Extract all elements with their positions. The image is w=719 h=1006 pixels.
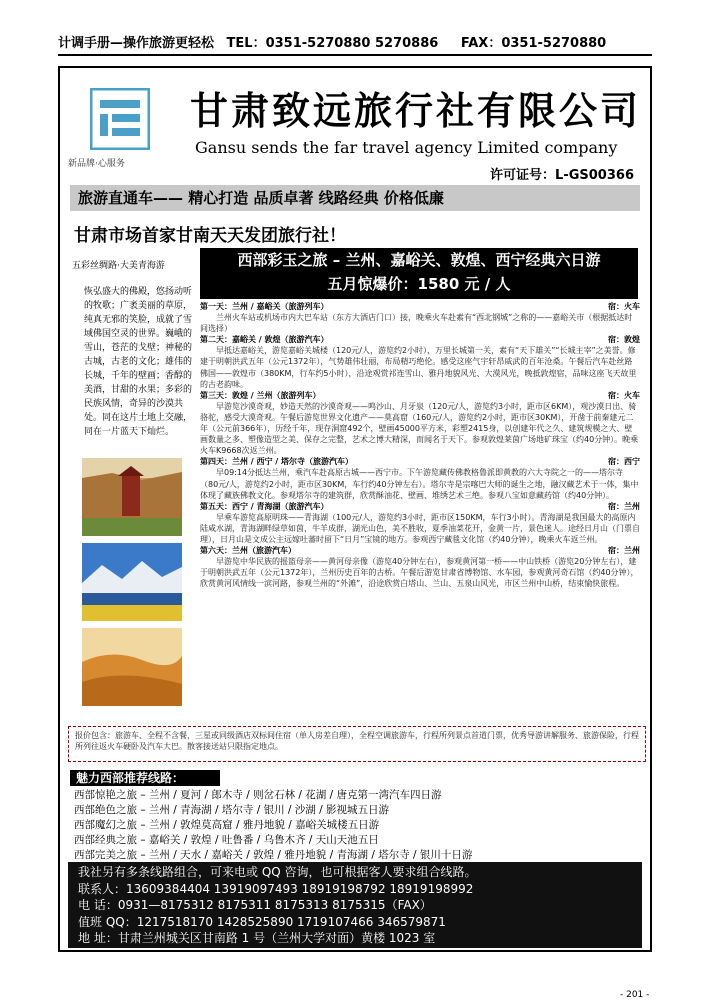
day-body: 早游览中华民族的摇篮母亲——黄河母亲像（游览40分钟左右），参观黄河第一桥——中山铁桥（游览20分钟左右），建于明朝洪武五年（公元1372年），兰州历史百年的古桥。午餐后游览甘肃省博物馆、水车园，参观黄河奇石馆（约40分钟），欣赏黄河风情线一滨河路，参观兰州的“外滩”，沿途欣赏白塔山、兰山、五泉山风光，市区兰州中山桥，结束愉快旅程。	[200, 557, 639, 589]
qinghai-lake-photo	[82, 543, 182, 621]
recommend-line: 西部绝色之旅 – 兰州 / 青海湖 / 塔尔寺 / 银川 / 沙湖 / 影视城五日游	[74, 804, 389, 816]
day-stay: 宿：兰州	[608, 501, 640, 511]
company-name-cn: 甘肃致远旅行社有限公司	[190, 88, 642, 133]
slogan-bar: 旅游直通车—— 精心打造 品质卓著 线路经典 价格低廉	[70, 185, 640, 211]
price-notice: 报价包含：旅游车、全程不含餐，三星或同级酒店双标间住宿（单人房差自理），全程空调旅游车，行程所列景点首道门票，优秀导游讲解服务、旅游保险，行程所列往返火车硬卧及汽车大巴。散客接送站只限指定地点。	[68, 726, 646, 762]
day-body: 兰州火车站或机场市内大巴车站（东方大酒店门口）接，晚乘火车赴素有“西北钢城”之称的——嘉峪关市（根据抵达时间选择）	[200, 313, 633, 334]
contact-people: 联系人：13609384404 13919097493 18919198792 18919198992	[78, 881, 474, 896]
contact-box	[68, 862, 642, 948]
day-stay: 宿：兰州	[608, 546, 640, 556]
day-stay: 宿：西宁	[608, 457, 640, 467]
desert-photo	[82, 628, 182, 706]
route-header	[200, 248, 638, 299]
company-name-en: Gansu sends the far travel agency Limited company	[195, 138, 618, 157]
day-title: 第四天：兰州 / 西宁 / 塔尔寺（旅游汽车）	[200, 457, 353, 467]
contact-phone: 电 话：0931—8175312 8175311 8175313 8175315（FAX）	[78, 898, 432, 912]
page-number: - 201 -	[620, 990, 650, 1000]
contact-address: 地 址：甘肃兰州城关区甘南路 1 号（兰州大学对面）黄楼 1023 室	[78, 931, 436, 945]
contact-qq: 值班 QQ：1217518170 1428525890 1719107466 346579871	[78, 914, 446, 929]
fax-number: FAX：0351-5270880	[460, 36, 607, 51]
advert-frame	[58, 66, 652, 952]
day-title: 第六天：兰州（旅游汽车）	[200, 546, 296, 556]
left-column-text: 恢弘盛大的佛殿，悠扬动听的牧歌；广袤美丽的草原，纯真无邪的笑脸，成就了雪域佛国空灵的世界。巍峨的雪山，苍茫的戈壁；神秘的古城，古老的文化；雄伟的长城，千年的壁画；香醇的美酒，甘甜的水果；多彩的民族风情，奇异的沙漠共处。同在这片土地上交融，同在一片蓝天下灿烂。	[84, 287, 193, 437]
day-body: 早09:14分抵达兰州，乘汽车赴高原古城——西宁市。下午游览藏传佛教格鲁派即黄教的六大寺院之一的——塔尔寺（80元/人，游览约2小时，距市区30KM，车行约40分钟左右）。塔尔寺是宗喀巴大师的诞生之地，融汉藏艺术于一体，集中体现了藏族佛教文化。参观塔尔寺的建筑群，欣赏酥油花、壁画、堆绣艺术三绝。参观八宝如意藏药馆（约40分钟）。	[200, 468, 639, 500]
top-bar	[58, 32, 652, 56]
day-title: 第三天：敦煌 / 兰州（旅游列车）	[200, 390, 321, 400]
itinerary-day	[200, 390, 640, 457]
itinerary	[200, 301, 640, 589]
itinerary-day	[200, 456, 640, 500]
day-title: 第二天：嘉峪关 / 敦煌（旅游汽车）	[200, 335, 329, 345]
itinerary-day	[200, 334, 640, 389]
day-stay: 宿：火车	[608, 302, 640, 311]
recommend-line: 西部经典之旅 – 嘉峪关 / 敦煌 / 吐鲁番 / 乌鲁木齐 / 天山天池五日	[74, 834, 379, 846]
logo-caption: 新品牌·心服务	[68, 159, 125, 169]
itinerary-day	[200, 301, 640, 334]
tel-number: TEL：0351-5270880 5270886	[226, 36, 439, 51]
day-stay: 宿：敦煌	[608, 335, 640, 345]
mogao-caves-photo	[82, 458, 182, 536]
left-column	[72, 258, 197, 439]
itinerary-day	[200, 501, 640, 545]
tagline: 甘肃市场首家甘南天天发团旅行社！	[74, 226, 346, 246]
manual-title: 计调手册—操作旅游更轻松	[58, 36, 215, 51]
recommend-line: 西部魔幻之旅 – 兰州 / 敦煌莫高窟 / 雅丹地貌 / 嘉峪关城楼五日游	[74, 819, 380, 831]
day-stay: 宿：火车	[608, 390, 640, 400]
recommend-header: 魅力西部推荐线路：	[70, 770, 220, 786]
recommend-list	[74, 788, 472, 863]
day-title: 第五天：西宁 / 青海湖（旅游汽车）	[200, 501, 329, 511]
route-title: 西部彩玉之旅 – 兰州、嘉峪关、敦煌、西宁经典六日游	[237, 251, 601, 269]
company-logo-icon	[90, 88, 150, 150]
day-body: 早游览沙漠奇观，妙造天然的沙漠奇观——鸣沙山、月牙泉（120元/人，游览约3小时，距市区6KM），观沙漠日出、骑骆驼，感受大漠奇观。午餐后游览世界文化遗产——莫高窟（160元/人，游览约2小时，距市区30KM），开凿于前秦建元二年（公元前366年），历经千年，现存洞窟492个，壁画45000平方米，彩塑2415身，以创建年代之久、建筑规模之大、壁画数量之多、塑像造型之美、保存之完整，艺术之博大精深，而闻名于天下。参观敦煌莱茵广场地矿珠宝（约40分钟）。晚乘火车K9668次返兰州。	[200, 401, 639, 456]
day-body: 早抵达嘉峪关，游览嘉峪关城楼（120元/人，游览约2小时），万里长城第一关，素有“天下雄关”“长城主宰”之美誉。修建于明朝洪武五年（公元1372年），气势雄伟壮丽，布局精巧绝伦。感受这座气宇轩昂威武的百年沧桑。午餐后汽车赴丝路佛国——敦煌市（380KM，行车约5小时），沿途观赏祁连雪山、雅丹地貌风光、大漠风光，晚抵敦煌宿，品味这座飞天故里的古老韵味。	[200, 346, 637, 389]
recommend-line: 西部完美之旅 – 兰州 / 天水 / 嘉峪关 / 敦煌 / 雅丹地貌 / 青海湖 / 塔尔寺 / 银川十日游	[74, 849, 473, 861]
left-column-title: 五彩丝绸路·大美青海游	[72, 261, 165, 271]
contact-intro: 我社另有多条线路组合，可来电或 QQ 咨询，也可根据客人要求组合线路。	[78, 865, 477, 879]
itinerary-day	[200, 545, 640, 589]
license-number: 许可证号：L-GS00366	[490, 168, 634, 183]
recommend-line: 西部惊艳之旅 – 兰州 / 夏河 / 郎木寺 / 则岔石林 / 花湖 / 唐克第一湾汽车四日游	[74, 789, 442, 801]
day-title: 第一天：兰州 / 嘉峪关（旅游列车）	[200, 302, 329, 311]
day-body: 早乘车游览高原明珠——青海湖（100元/人，游览约3小时，距市区150KM，车行3小时）。青海湖是我国最大的高原内陆咸水湖，青海湖畔绿草如茵，牛羊成群，湖光山色，美不胜收，夏季油菜花开，金黄一片，景色迷人。途经日月山（门票自理），日月山是文成公主远嫁吐蕃时留下“日月”宝镜的地方。参观西宁藏毯文化馆（约40分钟），晚乘火车返兰州。	[200, 512, 640, 544]
route-price: 五月惊爆价：1580 元 / 人	[327, 275, 511, 293]
